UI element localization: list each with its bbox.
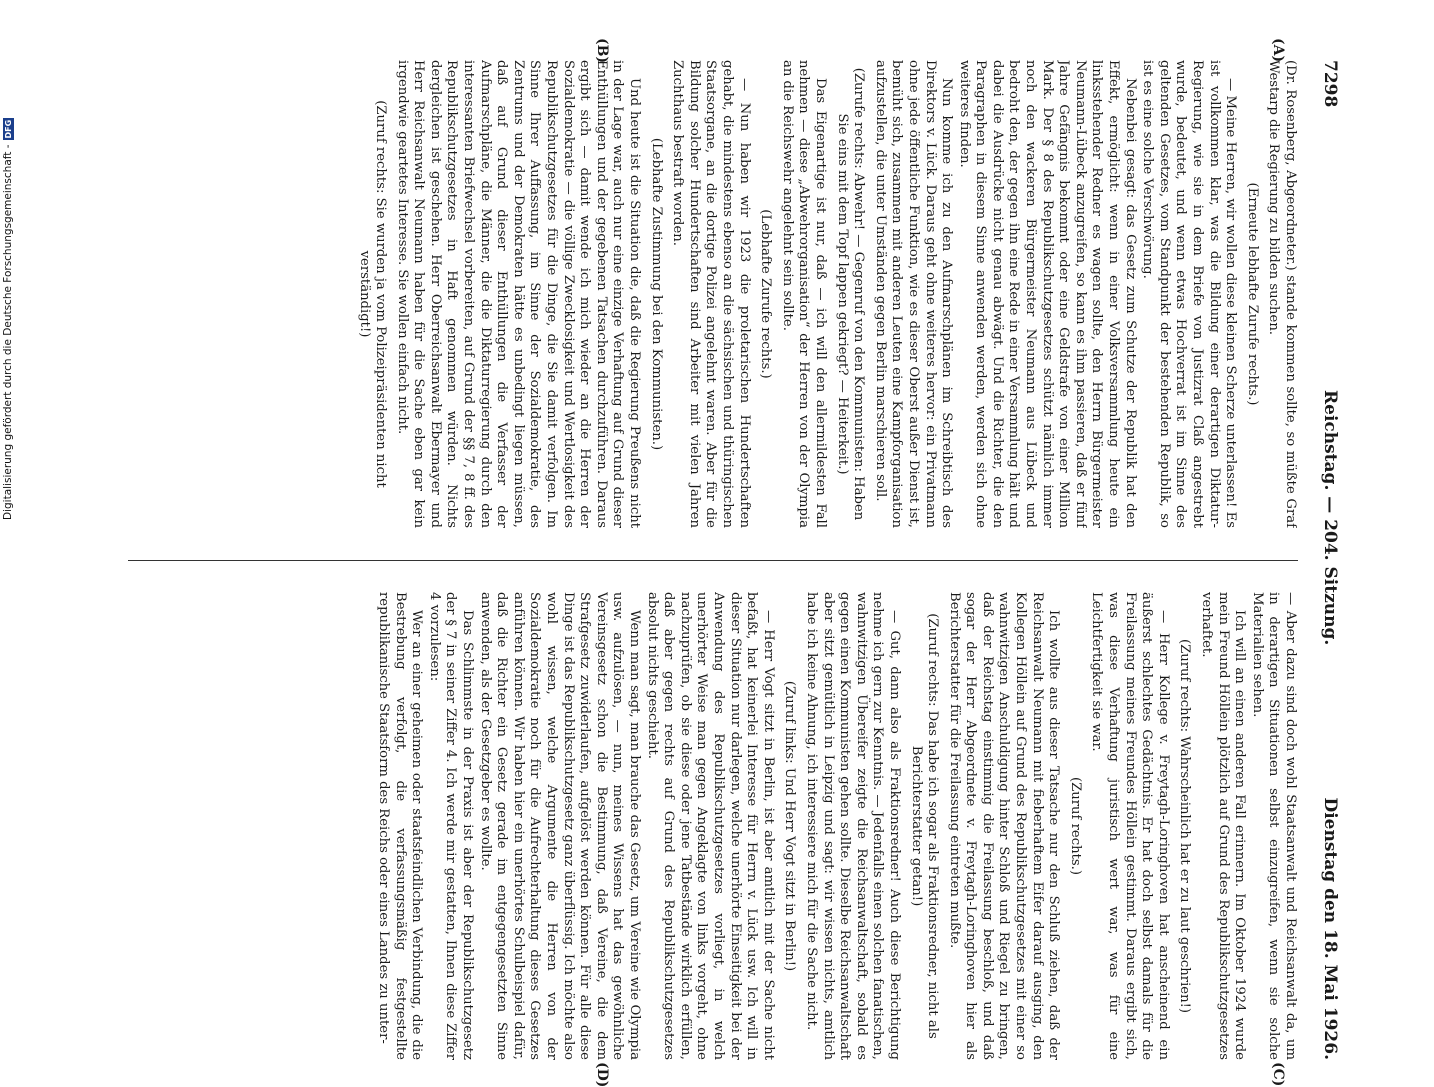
page-number: 7298 (1320, 60, 1340, 108)
interjection: (Erneute lebhafte Zurufe rechts.) (1244, 182, 1260, 406)
interjection: (Zuruf rechts: Wahrscheinlich hat er zu laut geschrien!) (1177, 638, 1193, 1014)
margin-marker-c: (C) (1270, 1062, 1286, 1087)
paragraph: — Gut, dann also als Fraktionsredner! Auch diese Berichtigung nehme ich gern zur Kenntnis. — Jedenfalls einen solchen fanatischen, wahnwitzigen Übereifer zeigte die Reichsanwaltschaft, sobald es gegen einen Kommunisten gehen sollte. Dieselbe Reichsanwaltschaft aber sitzt gemütlich in Leipzig und sagt: wir wissen nichts, amtlich habe ich keine Ahnung, ich interessiere mich für die Sache nicht. (803, 592, 902, 1060)
interjection: (Lebhafte Zustimmung bei den Kommunisten.) (648, 137, 664, 451)
paragraph: — Nun haben wir 1923 die proletarischen Hundertschaften gehabt, die mindestens ebenso an die sächsischen und thüringischen Staatsorgane, an die dortige Polizei angelehnt waren. Aber für die Bildung solcher Hundertschaften sind Arbeiter mit vielen Jahren Zuchthaus bestraft worden. (670, 60, 752, 528)
digitization-credit (2, 118, 14, 520)
paragraph: Und heute ist die Situation die, daß die Regierung Preußens nicht in der Lage war, auch nur eine einzige Verhaftung auf Grund dieser Enthüllungen und der gegebenen Tatsachen durchzuführen. Daraus ergibt sich — damit wende ich mich wieder an die Herren der Sozialdemokratie — die völlige Zwecklosigkeit und Wertlosigkeit des Republikschutzgesetzes für die Dinge, die Sie damit verfolgen. Im Sinne Ihrer Auffassung, im Sinne der Sozialdemokratie, des Zentrums und der Demokraten hätte es unbedingt liegen müssen, daß auf Grund dieser Enthüllungen die Verfasser der Aufmarschpläne, die Männer, die die Diktaturregierung durch den interessanten Briefwechsel vorbereiten, auf Grund der §§ 7, 8 ff. des Republikschutzgesetzes in Haft genommen würden. Nichts dergleichen ist geschehen. Herr Oberreichsanwalt Ebermayer und Herr Reichsanwalt Neumann haben für die Sache eben gar kein irgendwie geartetes Interesse. Sie wollen einfach nicht. (394, 60, 643, 528)
paragraph: — Meine Herren, wir wollen diese kleinen Scherze unterlassen! Es ist vollkommen klar, was die Bildung einer derartigen Diktatur-Regierung, wie sie in dem Briefe von Justizrat Claß angestrebt wurde, bedeutet, und wenn etwas Hochverrat ist im Sinne des geltenden Gesetzes, vom Standpunkt der bestehenden Republik, so ist es eine solche Verschwörung. (1140, 60, 1239, 528)
paragraph: Wenn man sagt, man brauche das Gesetz, um Vereine wie Olympia usw. aufzulösen, — nun, meines Wissens hat das gewöhnliche Vereinsgesetz schon die Bestimmung, daß Vereine, die dem Strafgesetz zuwiderlaufen, aufgelöst werden können. Für alle diese Dinge ist das Republikschutzgesetz ganz überflüssig. Ich möchte also wohl wissen, welche Argumente die Herren von der Sozialdemokratie noch für die Aufrechterhaltung dieses Gesetzes anführen können. Wir haben hier ein unerhörtes Schulbeispiel dafür, daß die Richter ein Gesetz gerade im entgegengesetzten Sinne anwenden, als der Gesetzgeber es wollte. (477, 592, 643, 1060)
session-date: Dienstag den 18. Mai 1926. (1320, 797, 1340, 1060)
paragraph: Ich wollte aus dieser Tatsache nur den Schluß ziehen, daß der Reichsanwalt Neumann mit fieberhaftem Eifer darauf ausging, den Kollegen Höllein auf Grund des Republikschutzgesetzes mit einer so wahnwitzigen Anschuldigung hinter Schloß und Riegel zu bringen, daß der Reichstag einstimmig die Freilassung beschloß, und daß sogar der Herr Abgeordnete v. Freytagh-Loringhoven hier als Berichterstatter für die Freilassung eintreten mußte. (946, 592, 1062, 1060)
right-column (118, 592, 1298, 1060)
paragraph: Ich will an einen anderen Fall erinnern. Im Oktober 1924 wurde mein Freund Höllein plötzlich auf Grund des Republikschutzgesetzes verhaftet. (1199, 592, 1248, 1060)
margin-marker-d: (D) (594, 1062, 610, 1087)
page-title: Reichstag. — 204. Sitzung. (1320, 390, 1340, 646)
interjection: (Zurufe rechts: Abwehr! — Gegenruf von den Kommunisten: Haben Sie eins mit dem Topf lappen gekriegt? — Heiterkeit.) (834, 67, 867, 521)
paragraph: Das Eigenartige ist nur, daß — ich will den allermildesten Fall nehmen — diese „Abwehrorganisation“ der Herren von der Olympia an die Reichswehr angelehnt sein sollte. (779, 60, 828, 528)
quotation: Wer an einer geheimen oder staatsfeindlichen Verbindung, die die Bestrebung verfolgt, die verfassungsmäßig festgestellte republikanische Staatsform des Reichs oder eines Landes zu unter- (376, 592, 425, 1060)
margin-marker-a: (A) (1270, 38, 1286, 63)
rotated-page (110, 38, 1350, 1087)
credit-text: Digitalisierung gefördert durch die Deutsche Forschungsgemeinschaft - (2, 144, 14, 520)
paragraph: Das Schlimmste in der Praxis ist aber der Republikschutzgesetz der § 7 in seiner Ziffer 4. Ich werde mir gestatten, Ihnen diese Ziffer 4 vorzulesen: (426, 592, 476, 1060)
paragraph: — Aber dazu sind doch wohl Staatsanwalt und Reichsanwalt da, um in derartigen Situationen selbst einzugreifen, wenn sie solche Materialien sehen. (1249, 592, 1298, 1060)
interjection: (Zuruf links: Und Herr Vogt sitzt in Berlin!) (782, 680, 798, 972)
interjection: (Zuruf rechts.) (1067, 776, 1083, 876)
dfg-logo: DFG (4, 119, 13, 139)
paragraph: Nebenbei gesagt: das Gesetz zum Schutze der Republik hat den Effekt, ermöglicht: wenn in einer Volksversammlung heute ein linksstehender Redner es wagen sollte, den Herrn Bürgermeister Neumann-Lübeck anzugreifen, so kann es ihm passieren, daß er fünf Jahre Gefängnis bekommt oder eine Geldstrafe von einer Million Mark. Der § 8 des Republikschutzgesetzes schützt nämlich immer noch den wackeren Bürgermeister Neumann aus Lübeck und bedroht den, der gegen ihn eine Rede in einer Versammlung hält und dabei die Ausdrücke nicht genau abwägt. Und die Richter, die den Paragraphen in diesem Sinne anwenden werden, werden sich ohne weiteres finden. (956, 60, 1138, 528)
column-divider (128, 560, 1298, 561)
paragraph: — Herr Vogt sitzt in Berlin, ist aber amtlich mit der Sache nicht befaßt, hat keinerlei Interesse für Herrn v. Lück usw. Ich will in dieser Situation nur darlegen, welche unerhörte Einseitigkeit bei der Anwendung des Republikschutzgesetzes vorliegt, in welch unerhörter Weise man gegen Angeklagte von links vorgeht, ohne nachzuprüfen, ob sie diese oder jene Tatbestände wirklich erfüllen, daß aber gegen rechts auf Grund des Republikschutzgesetzes absolut nichts geschieht. (644, 592, 776, 1060)
page-header (1310, 60, 1350, 1060)
interjection: (Lebhafte Zurufe rechts.) (758, 209, 774, 379)
left-column (118, 60, 1298, 528)
paragraph: Nun komme ich zu den Aufmarschplänen im Schreibtisch des Direktors v. Lück. Daraus geht ohne weiteres hervor: ein Privatmann ohne jede öffentliche Funktion, wie es dieser Oberst außer Dienst ist, bemüht sich, zusammen mit anderen Leuten eine Kampforganisation aufzustellen, die unter Umständen gegen Berlin marschieren soll. (872, 60, 955, 528)
paragraph: — Herr Kollege v. Freytagh-Loringhoven hat anscheinend ein äußerst schlechtes Gedächtnis. Er hat doch selbst damals für die Freilassung meines Freundes Höllein gestimmt. Daraus ergibt sich, was diese Verhaftung juristisch wert war, was für eine Leichtfertigkeit sie war. (1089, 592, 1171, 1060)
margin-marker-b: (B) (594, 38, 610, 64)
interjection: (Zuruf rechts: Das habe ich sogar als Fraktionsredner, nicht als Berichterstatter getan!) (908, 613, 941, 1039)
paragraph: (Dr. Rosenberg, Abgeordneter.) stande kommen sollte, so müßte Graf Westarp die Regierung zu bilden suchen. (1266, 60, 1298, 528)
interjection: (Zuruf rechts: Sie wurden ja vom Polizeipräsidenten nicht verständigt!) (356, 100, 389, 488)
